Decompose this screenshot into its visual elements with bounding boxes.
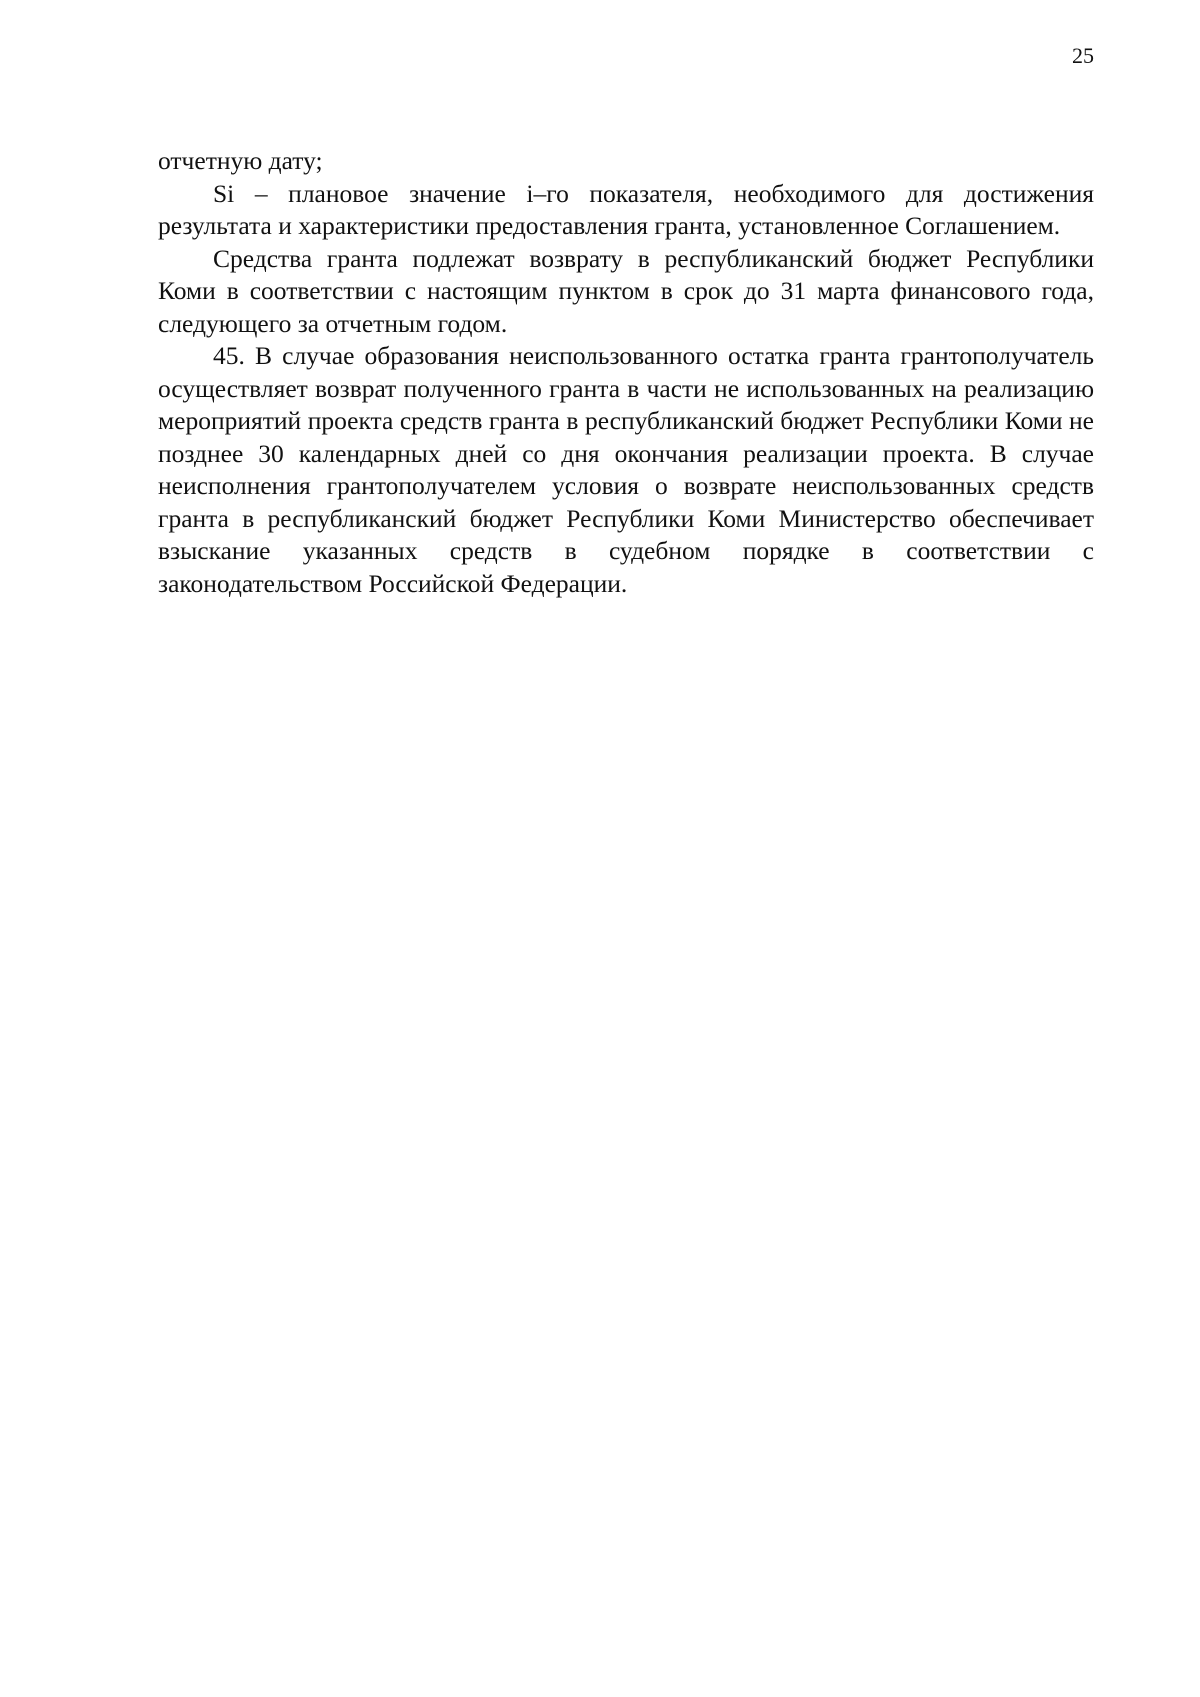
document-body [158,145,1094,600]
paragraph-grant-return-deadline: Средства гранта подлежат возврату в республиканский бюджет Республики Коми в соответствии с настоящим пунктом в срок до 31 марта финансового года, следующего за отчетным годом. [158,243,1094,338]
paragraph-si-definition: Si – плановое значение i–го показателя, необходимого для достижения результата и характеристики предоставления гранта, установленное Соглашением. [158,178,1094,240]
paragraph-clause-45: 45. В случае образования неиспользованного остатка гранта грантополучатель осуществляет возврат полученного гранта в части не использованных на реализацию мероприятий проекта средств гранта в республиканский бюджет Республики Коми не позднее 30 календарных дней со дня окончания реализации проекта. В случае неисполнения грантополучателем условия о возврате неиспользованных средств гранта в республиканский бюджет Республики Коми Министерство обеспечивает взыскание указанных средств в судебном порядке в соответствии с законодательством Российской Федерации. [158,341,1094,598]
paragraph-continuation: отчетную дату; [158,146,323,175]
page-number: 25 [1072,43,1094,68]
